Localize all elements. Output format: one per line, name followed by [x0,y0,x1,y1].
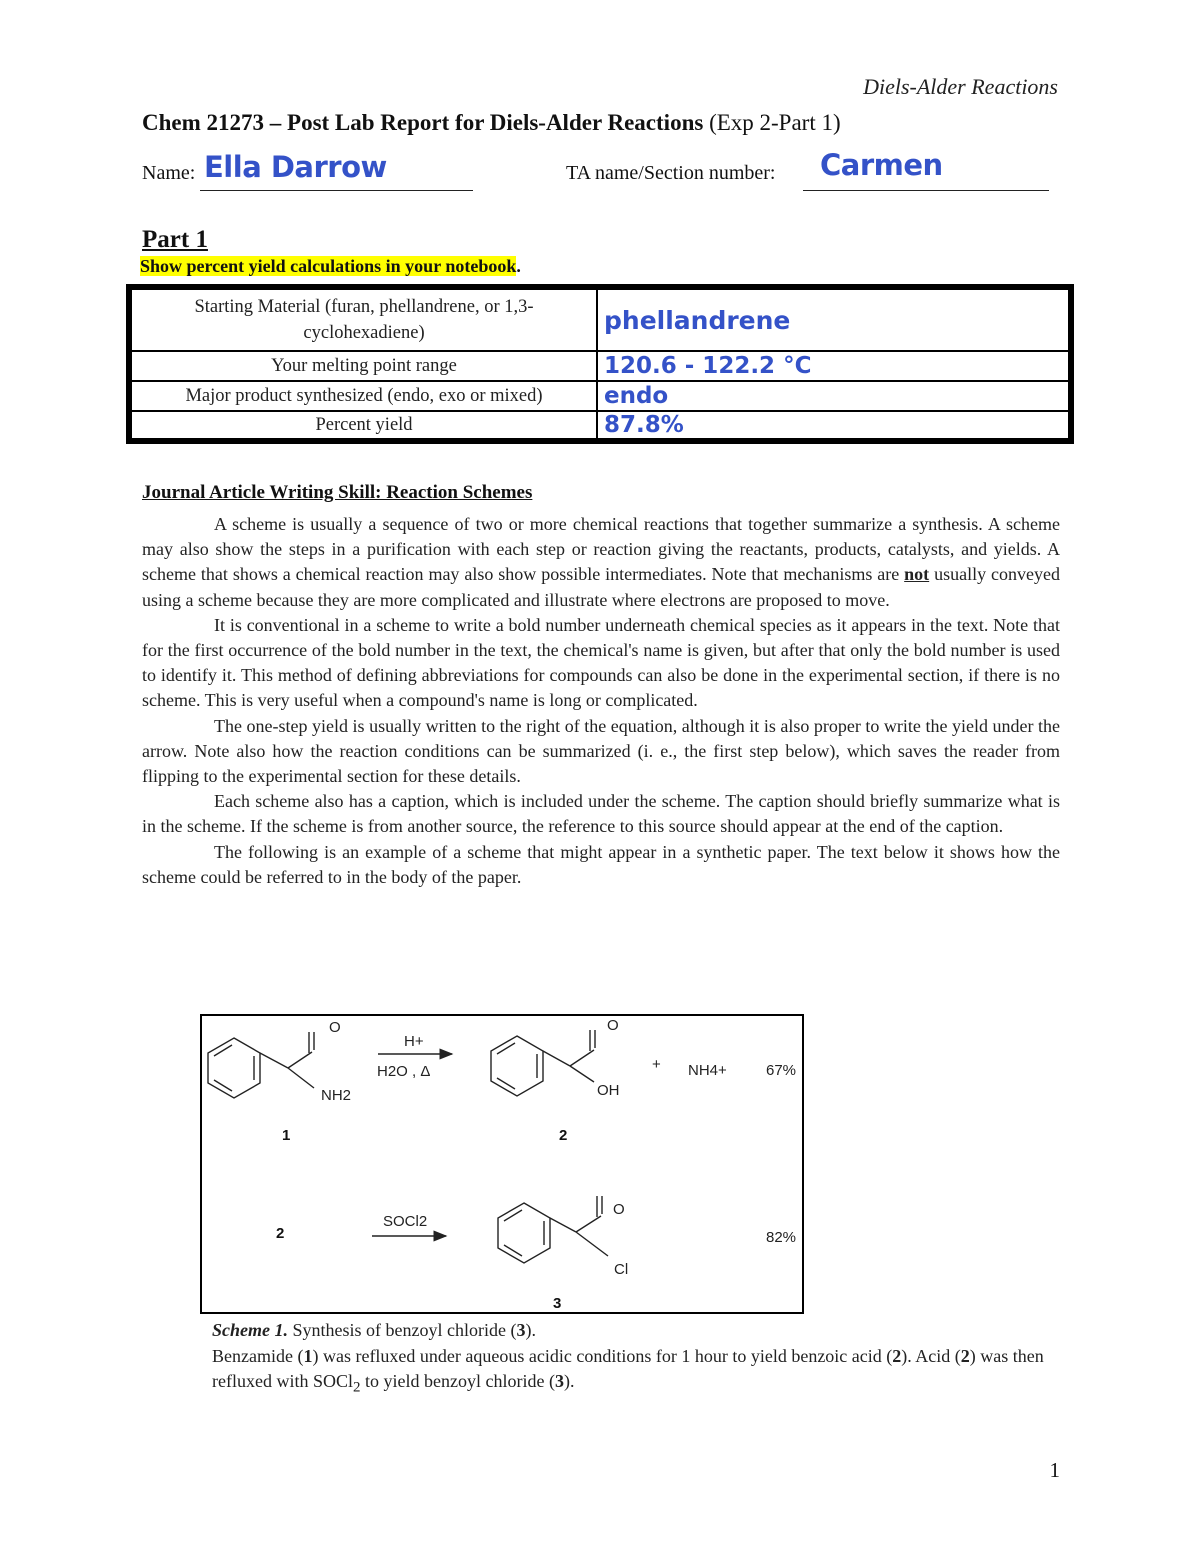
reagent-thionyl-chloride: SOCl2 [383,1213,428,1230]
paragraph-text: usually conveyed using a scheme because they are more complicated and illustrate where electrons are proposed to move. [142,564,1060,610]
ta-underline [803,190,1049,191]
emphasis-text: not [904,564,930,585]
caption-text: ) was refluxed under aqueous acidic conditions for 1 hour to yield benzoic acid ( [312,1345,893,1366]
atom-label: O [607,1017,619,1034]
paragraph-text: It is conventional in a scheme to write a bold number underneath chemical species as it appears in the text. Note that for the first occurrence of the bold number in the text, the chemical's name is given, but after that only the bold number is used to identify it. This method of defining abbreviations for compounds can also be done in the experimental section, if there is no scheme. This is very useful when a compound's name is long or complicated. [142,614,1060,711]
results-table [126,284,1074,444]
caption-text: ) was then refluxed with SOCl [212,1345,1044,1391]
caption-text: ). [525,1320,536,1340]
section-heading: Journal Article Writing Skill: Reaction Schemes [142,482,533,503]
title-suffix: (Exp 2-Part 1) [703,110,841,135]
paragraph-text: The one-step yield is usually written to the right of the equation, although it is also proper to write the yield under the arrow. Note also how the reaction conditions can be summarized (i. e., the first step below), which saves the reader from flipping to the experimental section for these details. [142,715,1060,787]
title-bold: Chem 21273 – Post Lab Report for Diels-Alder Reactions [142,110,704,135]
paragraph-text: The following is an example of a scheme that might appear in a synthetic paper. The text below it shows how the scheme could be referred to in the body of the paper. [142,841,1060,887]
table-question: Major product synthesized (endo, exo or mixed) [129,381,597,411]
yield-1: 67% [766,1062,797,1079]
yield-2: 82% [766,1229,797,1246]
atom-label: Cl [614,1261,629,1278]
table-question: Your melting point range [129,351,597,381]
paragraph [142,714,1060,790]
caption-body [212,1344,1062,1402]
benzene-ring-3 [498,1196,608,1263]
compound-number: 3 [516,1320,526,1340]
caption-line-1 [212,1318,1062,1344]
compound-label-1: 1 [282,1127,291,1144]
paragraph [142,512,1060,613]
name-label: Name: [142,162,196,184]
name-underline [200,190,473,191]
table-answer: 87.8% [597,411,1071,441]
instruction-highlight: Show percent yield calculations in your notebook [140,256,517,276]
ta-label: TA name/Section number: [566,162,776,184]
ta-handwritten: Carmen [820,148,943,182]
table-answer: phellandrene [597,287,1071,351]
benzene-ring-2 [491,1030,595,1096]
plus-sign: + [652,1056,661,1073]
compound-label-2: 2 [559,1127,568,1144]
table-row [129,381,1071,411]
caption-text: Benzamide ( [212,1345,304,1366]
scheme-caption [212,1318,1062,1401]
paragraph-text: Each scheme also has a caption, which is included under the scheme. The caption should briefly summarize what is in the scheme. If the scheme is from another source, the reference to this source should appear at the end of the caption. [142,791,1060,837]
name-handwritten: Ella Darrow [204,150,387,184]
subscript: 2 [353,1379,361,1396]
paragraph [142,840,1060,890]
caption-text: ). [563,1371,575,1391]
page-number: 1 [1049,1458,1060,1482]
table-row [129,287,1071,351]
atom-label: NH2 [321,1087,352,1104]
byproduct-ammonium: NH4+ [688,1062,727,1079]
atom-label: O [329,1019,341,1036]
caption-text: Synthesis of benzoyl chloride ( [288,1320,517,1340]
instruction-period: . [516,256,521,276]
reagent-acid: H+ [404,1033,424,1050]
running-header: Diels-Alder Reactions [863,74,1058,99]
atom-label: O [613,1201,625,1218]
paragraph-text: A scheme is usually a sequence of two or more chemical reactions that together summarize a synthesis. A scheme may also show the steps in a purification with each step or reaction giving the reactants, products, catalysts, and yields. A scheme that shows a chemical reaction may also show possible intermediates. Note that mechanisms are [142,514,1060,585]
body-text [142,512,1060,890]
caption-text: to yield benzoyl chloride ( [360,1371,555,1391]
paragraph [142,789,1060,839]
table-question: Percent yield [129,411,597,441]
paragraph [142,613,1060,714]
table-question: Starting Material (furan, phellandrene, or 1,3-cyclohexadiene) [129,287,597,351]
compound-number: 2 [960,1345,970,1366]
scheme-label: Scheme 1. [212,1320,288,1340]
scheme-drawing [202,1016,802,1312]
table-row [129,351,1071,381]
reaction-scheme [200,1014,804,1314]
compound-label-3: 3 [553,1295,562,1312]
compound-number: 3 [554,1371,564,1391]
compound-number: 1 [303,1345,313,1366]
compound-label-2-start: 2 [276,1225,285,1242]
yield-instruction [140,256,521,277]
caption-text: ). Acid ( [901,1345,961,1366]
benzene-ring-1 [208,1032,314,1098]
part1-heading: Part 1 [142,226,208,253]
page-title [142,110,841,136]
reagent-conditions: H2O , Δ [377,1063,431,1080]
table-answer: endo [597,381,1071,411]
atom-label: OH [597,1082,620,1099]
table-row [129,411,1071,441]
table-answer: 120.6 - 122.2 °C [597,351,1071,381]
compound-number: 2 [892,1345,902,1366]
